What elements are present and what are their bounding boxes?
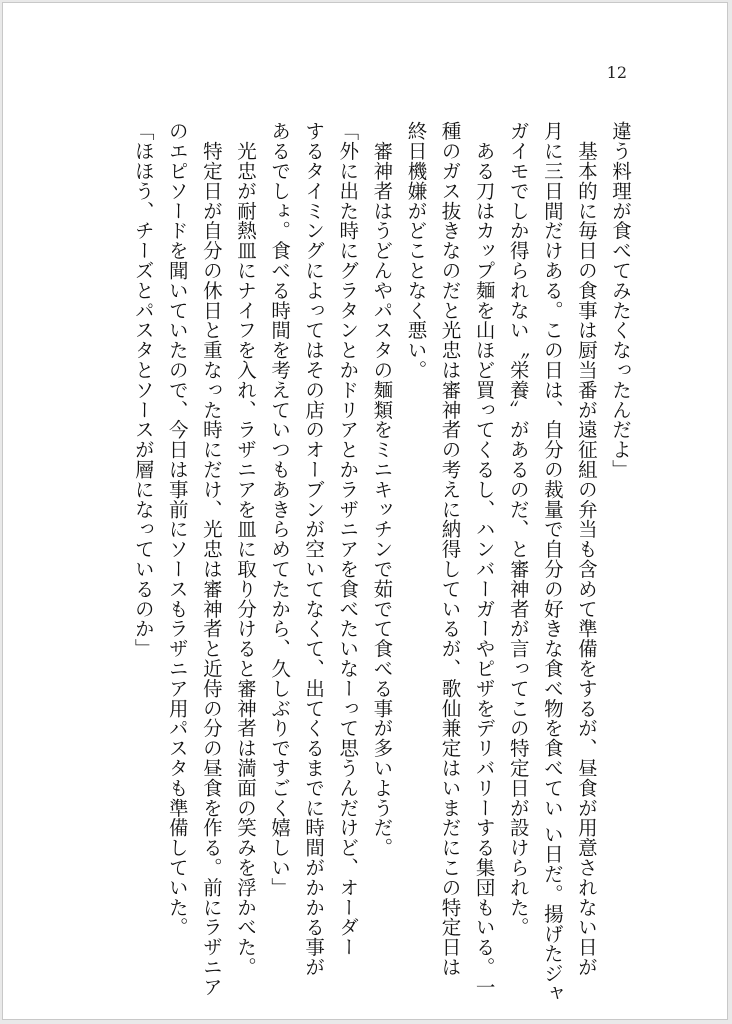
vertical-text-body [126,121,637,1004]
document-page [2,2,728,1020]
text-line: 光忠が耐熱皿にナイフを入れ、ラザニアを皿に取り分けると審神者は満面の笑みを浮かべた。 [233,121,257,977]
text-line: 特定日が自分の休日と重なった時にだけ、光忠は審神者と近侍の分の昼食を作る。前にラザニア [199,121,223,997]
text-line: 基本的に毎日の食事は厨当番が遠征組の弁当も含めて準備をするが、昼食が用意されない日が [574,121,598,977]
text-line: 種のガス抜きなのだと光忠は審神者の考えに納得しているが、歌仙兼定はいまだにこの特定日は [438,121,462,977]
text-line: ある刀はカップ麺を山ほど買ってくるし、ハンバーガーやピザをデリバリーする集団もいる。一 [472,121,496,997]
text-line: のエピソードを聞いていたので、今日は事前にソースもラザニア用パスタも準備していた。 [165,121,189,937]
text-line: 「ほほう、チーズとパスタとソースが層になっているのか」 [131,121,155,659]
text-line: 「外に出た時にグラタンとかドリアとかラザニアを食べたいなーって思うんだけど、オーダー [336,121,360,957]
text-line: 終日機嫌がどことなく悪い。 [404,121,428,380]
text-line: ガイモでしか得られない〝栄養〟があるのだ、と審神者が言ってこの特定日が設けられた。 [506,121,530,937]
text-line: あるでしょ。食べる時間を考えていつもあきらめてたから、久しぶりですごく嬉しい」 [268,121,292,898]
text-line: 審神者はうどんやパスタの麺類をミニキッチンで茹でて食べる事が多いようだ。 [370,121,394,858]
page-number: 12 [606,63,627,82]
text-line: するタイミングによってはその店のオーブンが空いてなくて、出てくるまでに時間がかかる事が [302,121,326,977]
text-line: 月に三日間だけある。この日は、自分の裁量で自分の好きな食べ物を食べてい い日だ。揚げたジャ [540,121,564,1004]
text-line: 違う料理が食べてみたくなったんだよ」 [609,121,632,480]
